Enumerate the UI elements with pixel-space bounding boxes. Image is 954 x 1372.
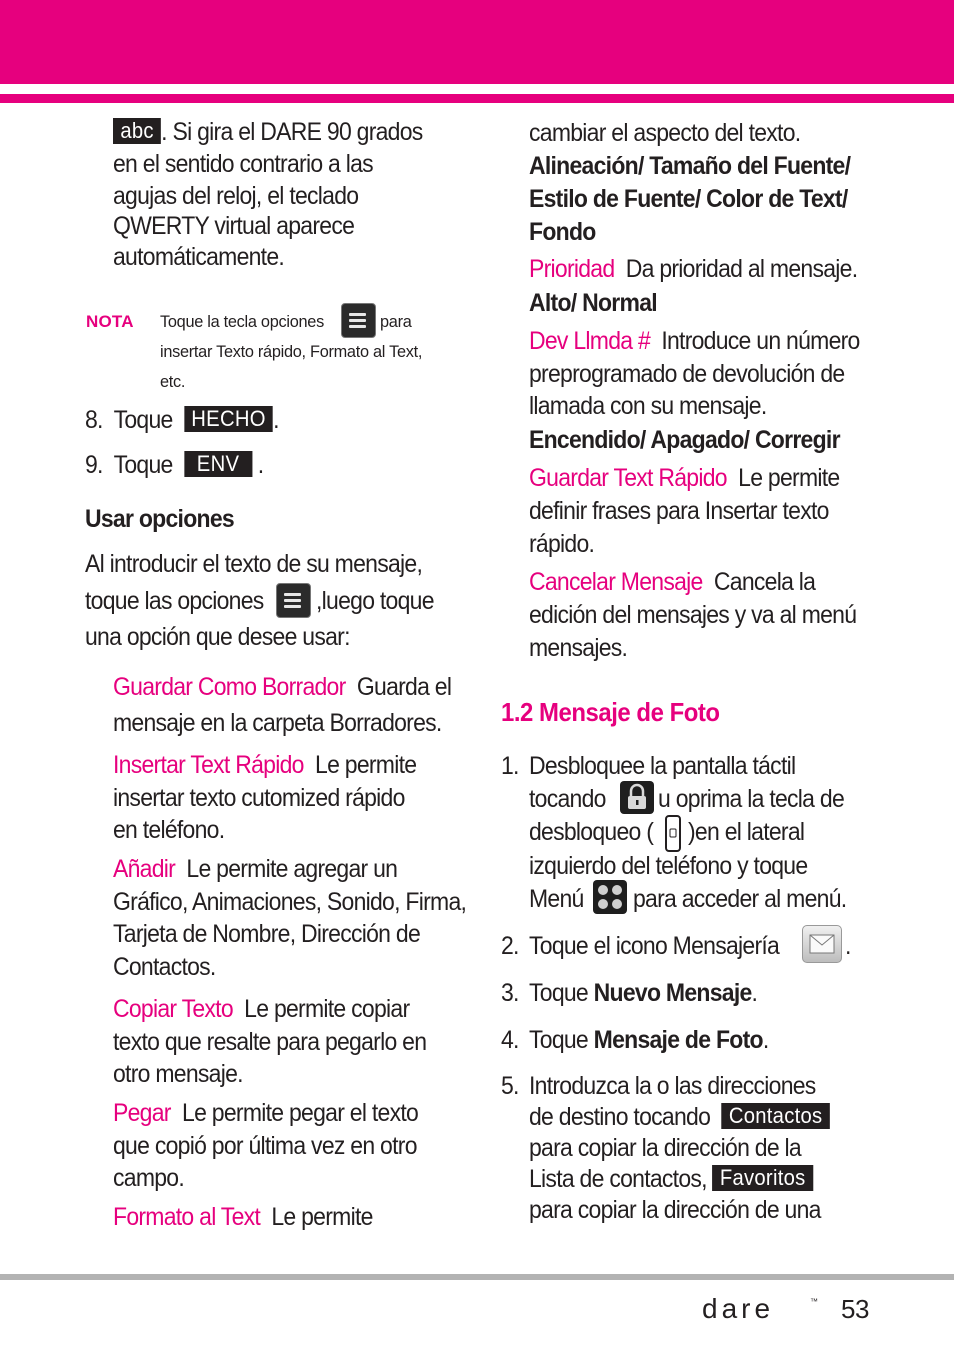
page-number: 53 bbox=[841, 1294, 869, 1324]
step-1-line-3a: desbloqueo ( bbox=[529, 818, 654, 846]
step-8: 8. Toque HECHO . bbox=[85, 406, 279, 434]
option-dev-llmda-l3: llamada con su mensaje. bbox=[529, 392, 767, 420]
option-copiar-texto: Copiar Texto Le permite copiar bbox=[113, 995, 410, 1023]
option-pegar-l2: que copió por última vez en otro bbox=[113, 1132, 417, 1160]
step-2-num: 2. bbox=[501, 932, 519, 960]
option-copiar-texto-l2: texto que resalte para pegarlo en bbox=[113, 1028, 427, 1056]
dare-logo bbox=[702, 1294, 822, 1329]
nota-line-1: Toque la tecla opciones bbox=[160, 312, 324, 331]
option-dev-llmda-l2: preprogramado de devolución de bbox=[529, 360, 845, 388]
right-line-1: cambiar el aspecto del texto. bbox=[529, 119, 801, 147]
option-anadir-l3: Tarjeta de Nombre, Dirección de bbox=[113, 920, 421, 948]
step-9: 9. Toque ENV . bbox=[85, 451, 264, 479]
option-anadir-l2: Gráfico, Animaciones, Sonido, Firma, bbox=[113, 888, 467, 916]
step-1-num: 1. bbox=[501, 752, 519, 780]
unlock-side-key-icon bbox=[665, 815, 681, 852]
step-1-line-1: Desbloquee la pantalla táctil bbox=[529, 752, 796, 780]
step-1-line-5a: Menú bbox=[529, 885, 584, 913]
left-line-2: en el sentido contrario a las bbox=[113, 150, 373, 178]
options-menu-icon bbox=[341, 303, 376, 338]
option-insertar-text-l3: en teléfono. bbox=[113, 816, 225, 844]
hecho-key: HECHO bbox=[184, 406, 273, 432]
step-3-num: 3. bbox=[501, 979, 519, 1007]
env-key: ENV bbox=[184, 451, 252, 477]
option-anadir-l4: Contactos. bbox=[113, 953, 216, 981]
step-1-line-4: izquierdo del teléfono y toque bbox=[529, 852, 808, 880]
option-copiar-texto-l3: otro mensaje. bbox=[113, 1060, 243, 1088]
step-3: Toque Nuevo Mensaje. bbox=[529, 979, 758, 1007]
lock-icon bbox=[620, 781, 654, 814]
step-4: Toque Mensaje de Foto. bbox=[529, 1026, 769, 1054]
intro-line-2b: ,luego toque bbox=[316, 587, 434, 615]
footer-rule bbox=[0, 1274, 954, 1280]
step-2-text: Toque el icono Mensajería bbox=[529, 932, 780, 960]
nota-line-3: etc. bbox=[160, 372, 186, 391]
option-insertar-text: Insertar Text Rápido Le permite bbox=[113, 751, 417, 779]
step-5-line-4: Lista de contactos, Favoritos bbox=[529, 1163, 813, 1195]
option-guardar-borrador-l2: mensaje en la carpeta Borradores. bbox=[113, 709, 442, 737]
step-5-line-3: para copiar la dirección de la bbox=[529, 1134, 801, 1162]
step-5-line-1: Introduzca la o las direcciones bbox=[529, 1072, 816, 1100]
option-cancelar-mensaje: Cancelar Mensaje Cancela la bbox=[529, 568, 816, 596]
intro-line-1: Al introducir el texto de su mensaje, bbox=[85, 550, 423, 578]
header-rule bbox=[0, 94, 954, 103]
option-guardar-borrador: Guardar Como Borrador Guarda el bbox=[113, 673, 452, 701]
favoritos-key: Favoritos bbox=[712, 1165, 812, 1191]
option-pegar: Pegar Le permite pegar el texto bbox=[113, 1099, 419, 1127]
step-1-line-5b: para acceder al menú. bbox=[633, 885, 847, 913]
section-heading-mensaje-foto: 1.2 Mensaje de Foto bbox=[501, 697, 720, 727]
abc-key: abc bbox=[113, 118, 161, 144]
contactos-key: Contactos bbox=[721, 1103, 829, 1129]
option-dev-llmda-values: Encendido/ Apagado/ Corregir bbox=[529, 426, 840, 454]
left-line-4: QWERTY virtual aparece bbox=[113, 212, 355, 240]
left-line-1: abc . Si gira el DARE 90 grados bbox=[113, 116, 423, 148]
step-5-num: 5. bbox=[501, 1072, 519, 1100]
svg-text:dare: dare bbox=[702, 1294, 775, 1324]
option-dev-llmda: Dev Llmda # Introduce un número bbox=[529, 327, 860, 355]
messaging-icon bbox=[802, 925, 842, 963]
nota-line-1b: para bbox=[380, 312, 412, 331]
step-1-line-3b: )en el lateral bbox=[688, 818, 805, 846]
option-prioridad: Prioridad Da prioridad al mensaje. bbox=[529, 255, 858, 283]
step-5-line-2: de destino tocando Contactos bbox=[529, 1101, 830, 1133]
options-menu-icon bbox=[276, 583, 311, 618]
nota-label: NOTA bbox=[86, 312, 134, 331]
option-guardar-text-rapido-l3: rápido. bbox=[529, 530, 595, 558]
option-prioridad-values: Alto/ Normal bbox=[529, 289, 657, 317]
right-bold-1: Alineación/ Tamaño del Fuente/ bbox=[529, 152, 851, 180]
option-insertar-text-l2: insertar texto cutomized rápido bbox=[113, 784, 405, 812]
step-1-line-2b: u oprima la tecla de bbox=[658, 785, 845, 813]
svg-text:™: ™ bbox=[810, 1297, 818, 1306]
option-pegar-l3: campo. bbox=[113, 1164, 185, 1192]
option-anadir: Añadir Le permite agregar un bbox=[113, 855, 398, 883]
intro-line-2a: toque las opciones bbox=[85, 587, 264, 615]
option-guardar-text-rapido-l2: definir frases para Insertar texto bbox=[529, 497, 829, 525]
right-bold-3: Fondo bbox=[529, 218, 596, 246]
menu-grid-icon bbox=[593, 880, 627, 914]
section-heading-usar-opciones: Usar opciones bbox=[85, 505, 234, 533]
header-bar bbox=[0, 0, 954, 84]
intro-line-3: una opción que desee usar: bbox=[85, 623, 350, 651]
option-cancelar-mensaje-l2: edición del mensajes y va al menú bbox=[529, 601, 857, 629]
nota-line-2: insertar Texto rápido, Formato al Text, bbox=[160, 342, 423, 361]
right-bold-2: Estilo de Fuente/ Color de Text/ bbox=[529, 185, 848, 213]
step-4-num: 4. bbox=[501, 1026, 519, 1054]
step-1-line-2a: tocando bbox=[529, 785, 606, 813]
option-formato: Formato al Text Le permite bbox=[113, 1203, 373, 1231]
option-guardar-text-rapido: Guardar Text Rápido Le permite bbox=[529, 464, 840, 492]
option-cancelar-mensaje-l3: mensajes. bbox=[529, 634, 628, 662]
left-line-3: agujas del reloj, el teclado bbox=[113, 182, 359, 210]
left-line-5: automáticamente. bbox=[113, 243, 285, 271]
step-2-end: . bbox=[845, 932, 851, 960]
step-5-line-5: para copiar la dirección de una bbox=[529, 1196, 821, 1224]
